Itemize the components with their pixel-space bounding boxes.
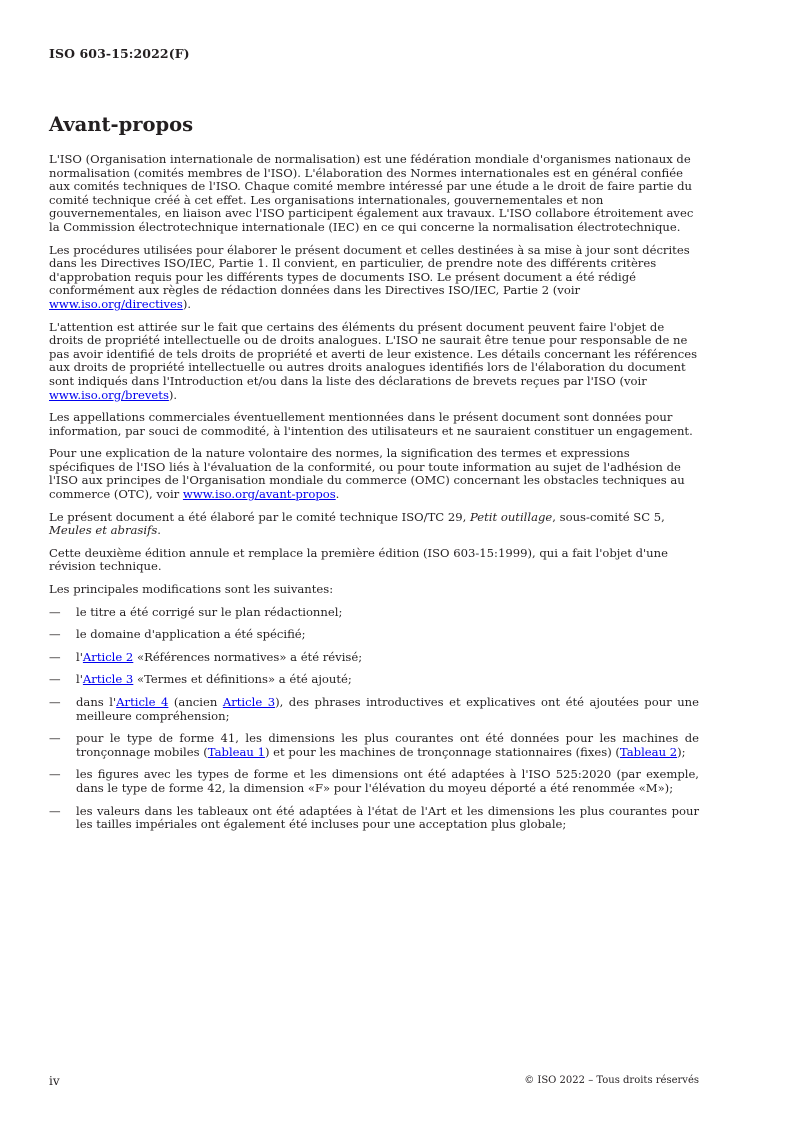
paragraph-text-end: ). — [182, 296, 192, 311]
paragraph-committee — [49, 511, 699, 538]
list-item-text: ), des phrases introductives et explicatives ont été ajoutées pour une meilleure compréhension; — [76, 695, 700, 723]
paragraph-procedures — [49, 244, 699, 312]
paragraph-text-mid: , sous-comité SC 5, — [552, 509, 665, 524]
document-page — [49, 0, 699, 1122]
paragraph-changes-intro: Les principales modifications sont les suivantes: — [49, 582, 334, 597]
list-item-text: ); — [677, 744, 686, 759]
paragraph-text: Le présent document a été élaboré par le comité technique ISO/TC 29, — [49, 509, 470, 524]
dash-bullet: — — [49, 731, 61, 746]
avant-propos-link[interactable]: www.iso.org/avant-propos — [182, 487, 336, 502]
list-item — [49, 628, 699, 642]
dash-bullet: — — [49, 649, 61, 664]
list-item-text: «Références normatives» a été révisé; — [133, 649, 363, 664]
article-2-link[interactable]: Article 2 — [82, 649, 134, 664]
list-item — [49, 805, 699, 832]
dash-bullet: — — [49, 672, 61, 687]
dash-bullet: — — [49, 627, 61, 642]
article-4-link[interactable]: Article 4 — [116, 695, 169, 709]
page-number: iv — [49, 1074, 60, 1088]
list-item-text: le domaine d'application a été spécifié; — [76, 627, 306, 642]
list-item-text: ) et pour les machines de tronçonnage stationnaires (fixes) ( — [264, 744, 620, 759]
former-article-3-link[interactable]: Article 3 — [222, 695, 276, 709]
list-item — [49, 768, 699, 795]
list-item-text: (ancien — [168, 695, 223, 709]
committee-name: Petit outillage — [470, 509, 553, 524]
list-item-text: l' — [76, 649, 83, 664]
paragraph-text-end: . — [157, 523, 161, 538]
paragraph-iso-organization: L'ISO (Organisation internationale de normalisation) est une fédération mondiale d'organismes nationaux de normalisation (comités membres de l'ISO). L'élaboration des Normes internationales est en général confiée aux comités techniques de l'ISO. Chaque comité membre intéressé par une étude a le droit de faire partie du comité technique créé à cet effet. Les organisations internationales, gouvernementales et non gouvernementales, en liaison avec l'ISO participent également aux travaux. L'ISO collabore étroitement avec la Commission électrotechnique internationale (IEC) en ce qui concerne la normalisation électrotechnique. — [49, 152, 694, 234]
dash-bullet: — — [49, 803, 61, 818]
list-item-text: «Termes et définitions» a été ajouté; — [133, 672, 352, 687]
article-3-link[interactable]: Article 3 — [82, 672, 134, 687]
paragraph-text: L'attention est attirée sur le fait que certains des éléments du présent document peuvent faire l'objet de droits de propriété intellectuelle ou de droits analogues. L'ISO ne saurait être tenue pour responsable de ne pas avoir identifié de tels droits de propriété et averti de leur existence. Les détails concernant les références aux droits de propriété intellectuelle ou autres droits analogues identifiés lors de l'élaboration du document sont indiqués dans l'Introduction et/ou dans la liste des déclarations de brevets reçues par l'ISO (voir — [49, 319, 698, 388]
dash-bullet: — — [49, 695, 61, 709]
paragraph-voluntary-nature — [49, 447, 699, 501]
list-item — [49, 606, 699, 620]
list-item-text: l' — [76, 672, 83, 687]
paragraph-edition: Cette deuxième édition annule et remplace la première édition (ISO 603-15:1999), qui a fait l'objet d'une révision technique. — [49, 545, 668, 574]
tableau-1-link[interactable]: Tableau 1 — [207, 744, 265, 759]
document-identifier: ISO 603-15:2022(F) — [49, 46, 190, 61]
tableau-2-link[interactable]: Tableau 2 — [619, 744, 678, 759]
list-item-text: les valeurs dans les tableaux ont été adaptées à l'état de l'Art et les dimensions les plus courantes pour les tailles impériales ont également été incluses pour une acceptation plus globale; — [76, 803, 699, 832]
list-item — [49, 696, 699, 723]
paragraph-text: Pour une explication de la nature volontaire des normes, la signification des termes et expressions spécifiques de l'ISO liés à l'évaluation de la conformité, ou pour toute information au sujet de l'adhésion de l'ISO aux principes de l'Organisation mondiale du commerce (OMC) concernant les obstacles techniques au commerce (OTC), voir — [49, 446, 685, 502]
list-item-text: les figures avec les types de forme et les dimensions ont été adaptées à l'ISO 525:2020 (par exemple, dans le type de forme 42, la dimension «F» pour l'élévation du moyeu déporté a été renommée «M»); — [76, 767, 699, 795]
paragraph-trade-names: Les appellations commerciales éventuellement mentionnées dans le présent document sont données pour information, par souci de commodité, à l'intention des utilisateurs et ne sauraient constituer un engagement. — [49, 410, 693, 438]
list-item — [49, 673, 699, 687]
list-item — [49, 651, 699, 665]
paragraph-text-end: ). — [168, 387, 178, 402]
directives-link[interactable]: www.iso.org/directives — [49, 296, 183, 311]
list-item — [49, 732, 699, 759]
changes-list — [49, 606, 699, 832]
copyright-notice: © ISO 2022 – Tous droits réservés — [524, 1075, 699, 1086]
paragraph-patent-rights — [49, 321, 699, 403]
section-title: Avant-propos — [49, 113, 194, 136]
list-item-text: pour le type de forme 41, les dimensions les plus courantes ont été données pour les machines de tronçonnage mobiles ( — [76, 731, 699, 759]
brevets-link[interactable]: www.iso.org/brevets — [49, 387, 169, 402]
dash-bullet: — — [49, 604, 61, 619]
list-item-text: le titre a été corrigé sur le plan rédactionnel; — [76, 604, 343, 619]
subcommittee-name: Meules et abrasifs — [49, 523, 158, 538]
paragraph-text-end: . — [335, 487, 340, 502]
foreword-body — [49, 153, 699, 841]
paragraph-text: Les procédures utilisées pour élaborer le présent document et celles destinées à sa mise à jour sont décrites dans les Directives ISO/IEC, Partie 1. Il convient, en particulier, de prendre note des différents critères d'approbation requis pour les différents types de documents ISO. Le présent document a été rédigé conformément aux règles de rédaction données dans les Directives ISO/IEC, Partie 2 (voir — [49, 242, 690, 298]
list-item-text: dans l' — [76, 695, 117, 709]
dash-bullet: — — [49, 767, 61, 782]
